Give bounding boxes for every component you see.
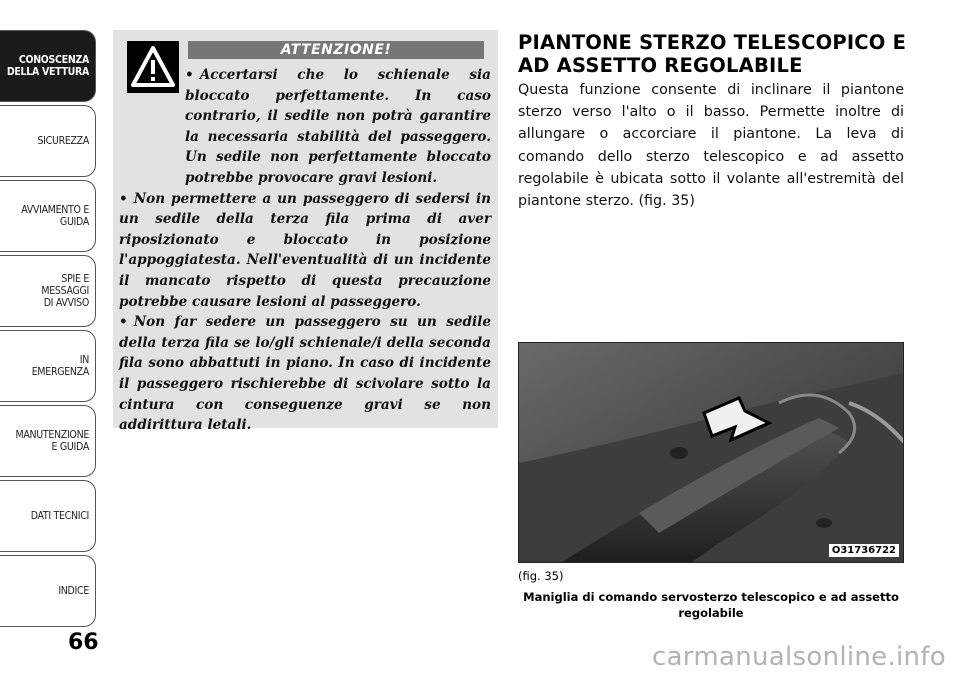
section-heading: PIANTONE STERZO TELESCOPICO E AD ASSETTO REGOLABILE xyxy=(518,31,907,77)
tab-manutenzione[interactable]: MANUTENZIONE E GUIDA xyxy=(0,405,96,477)
figure-label: (fig. 35) xyxy=(518,569,564,583)
warning-title: ATTENZIONE! xyxy=(188,41,484,59)
tab-in-emergenza[interactable]: IN EMERGENZA xyxy=(0,330,96,402)
warning-text xyxy=(119,65,491,436)
section-body: Questa funzione consente di inclinare il piantone sterzo verso l'alto o il basso. Permette inoltre di allungare o accorciare il piantone. La leva di comando dello sterzo telescopico e ad assetto regolabile è ubicata sotto il volante all'estremità del piantone sterzo. (fig. 35) xyxy=(518,82,904,210)
warning-bullet: • Non far sedere un passeggero su un sedile della terza fila se lo/gli schienale/i della seconda fila sono abbattuti in piano. In caso di incidente il passeggero rischierebbe di scivolare sotto la cintura con conseguenze gravi se non addirittura letali. xyxy=(119,314,491,434)
figure-code: O31736722 xyxy=(829,544,899,557)
tab-conoscenza-della-vettura[interactable]: CONOSCENZA DELLA VETTURA xyxy=(0,30,96,102)
figure-photo xyxy=(518,342,904,563)
tab-avviamento-e-guida[interactable]: AVVIAMENTO E GUIDA xyxy=(0,180,96,252)
watermark: carmanualsonline.info xyxy=(651,642,946,672)
steering-column-illustration xyxy=(519,343,904,563)
tab-dati-tecnici[interactable]: DATI TECNICI xyxy=(0,480,96,552)
tab-indice[interactable]: INDICE xyxy=(0,555,96,627)
tab-spie-e-messaggi[interactable]: SPIE E MESSAGGI DI AVVISO xyxy=(0,255,96,327)
figure-caption: Maniglia di comando servosterzo telescopico e ad assetto regolabile xyxy=(523,590,899,620)
page-number: 66 xyxy=(68,630,99,655)
warning-box xyxy=(113,30,498,434)
warning-bullet: • Accertarsi che lo schienale sia bloccato perfettamente. In caso contrario, il sedile non potrà garantire la necessaria stabilità del passeggero. Un sedile non perfettamente bloccato potrebbe provocare gravi lesioni. xyxy=(185,67,491,186)
tab-sicurezza[interactable]: SICUREZZA xyxy=(0,105,96,177)
warning-bullet: • Non permettere a un passeggero di sedersi in un sedile della terza fila prima di aver riposizionato e bloccato in posizione l'appoggiatesta. Nell'eventualità di un incidente il mancato rispetto di questa precauzione potrebbe causare lesioni al passeggero. xyxy=(119,190,491,310)
